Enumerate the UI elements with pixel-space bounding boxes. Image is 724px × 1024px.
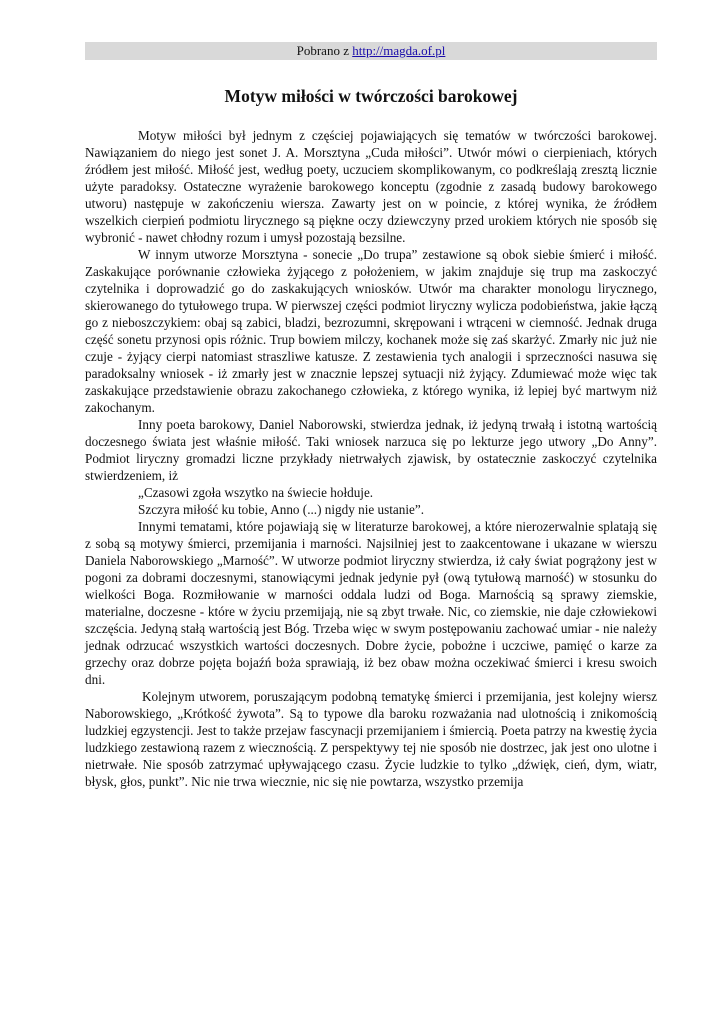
paragraph-2: W innym utworze Morsztyna - sonecie „Do trupa” zestawione są obok siebie śmierć i miłość. Zaskakujące porównanie człowieka żyjącego z położeniem, w jakim znajduje się trup ma zaskoczyć czytelnika i doprowadzić go do zaskakujących wniosków. Utwór ma charakter monologu lirycznego, skierowanego do tytułowego trupa. W pierwszej części podmiot liryczny wylicza podobieństwa, jakie łączą go z nieboszczykiem: obaj są zabici, bladzi, bezrozumni, skrępowani i wtrąceni w ciemność. Jednak druga część sonetu przynosi opis różnic. Trup bowiem milczy, kochanek może się zaś skarżyć. Zmarły nic już nie czuje - żyjący cierpi natomiast straszliwe katusze. Z zestawienia tych analogii i sprzeczności nasuwa się paradoksalny wniosek - iż zmarły jest w znacznie lepszej sytuacji niż żyjący. Zdumiewać może więc tak zaskakujące przedstawienie obrazu zakochanego człowieka, z którego wynika, iż lepiej być martwym niż zakochanym. bbox=[85, 247, 657, 415]
document-body bbox=[85, 127, 657, 790]
document-title: Motyw miłości w twórczości barokowej bbox=[224, 86, 518, 106]
quote-line-2: Szczyra miłość ku tobie, Anno (...) nigdy nie ustanie”. bbox=[138, 502, 425, 517]
paragraph-1: Motyw miłości był jednym z częściej pojawiających się tematów w twórczości barokowej. Nawiązaniem do niego jest sonet J. A. Morsztyna „Cuda miłości”. Utwór mówi o cierpieniach, których źródłem jest miłość. Miłość jest, według poety, uczuciem skomplikowanym, co podkreślają zresztą licznie użyte paradoksy. Ostateczne wyrażenie barokowego konceptu (zgodnie z zasadą budowy barokowego utworu) następuje w zakończeniu wiersza. Zawarty jest on w poincie, z której wynika, że źródłem wszelkich cierpień podmiotu lirycznego są piękne oczy dziewczyny przed urokiem których nie sposób się wybronić - nawet chłodny rozum i umysł pozostają bezsilne. bbox=[85, 128, 657, 245]
paragraph-4: Innymi tematami, które pojawiają się w literaturze barokowej, a które nierozerwalnie splatają się z sobą są motywy śmierci, przemijania i marności. Najsilniej jest to zaakcentowane i ukazane w wierszu Daniela Naborowskiego „Marność”. W utworze podmiot liryczny stwierdza, iż cały świat pogrążony jest w pogoni za dobrami doczesnymi, stanowiącymi jednak jedynie pył (ową tytułową marność) w stosunku do wielkości Boga. Rozmiłowanie w marności oddala ludzi od Boga. Marnością są sprawy ziemskie, materialne, doczesne - które w życiu przemijają, nie są zbyt trwałe. Nic, co ziemskie, nie daje człowiekowi szczęścia. Jedyną stałą wartością jest Bóg. Trzeba więc w swym postępowaniu zachować umiar - nie należy jednak odrzucać wszystkich wartości doczesnych. Dobre życie, pobożne i uczciwe, pamięć o karze za grzechy oraz dobrze pojęta bojaźń boża sprawiają, iż bez obaw można oczekiwać śmierci i kresu swoich dni. bbox=[85, 519, 657, 687]
source-header bbox=[85, 42, 657, 60]
quote-line-1: „Czasowi zgoła wszytko na świecie hołduje. bbox=[138, 485, 374, 500]
source-prefix: Pobrano z bbox=[296, 43, 353, 58]
paragraph-3: Inny poeta barokowy, Daniel Naborowski, stwierdza jednak, iż jedyną trwałą i istotną wartością doczesnego świata jest właśnie miłość. Taki wniosek narzuca się po lekturze jego utwory „Do Anny”. Podmiot liryczny gromadzi liczne przykłady nietrwałych zjawisk, by ostatecznie zaskoczyć czytelnika stwierdzeniem, iż bbox=[85, 417, 657, 483]
source-link[interactable]: http://magda.of.pl bbox=[352, 43, 446, 58]
paragraph-5: Kolejnym utworem, poruszającym podobną tematykę śmierci i przemijania, jest kolejny wiersz Naborowskiego, „Krótkość żywota”. Są to typowe dla baroku rozważania nad ulotnością i znikomością ludzkiej egzystencji. Jest to także przejaw fascynacji przemijaniem i śmiercią. Poeta patrzy na kwestię życia ludzkiego zestawioną razem z wiecznością. Z perspektywy tej nie sposób nie dostrzec, jak jest ono ulotne i nietrwałe. Nie sposób zatrzymać upływającego czasu. Życie ludzkie to tylko „dźwięk, cień, dym, wiatr, błysk, głos, punkt”. Nic nie trwa wiecznie, nic się nie powtarza, wszystko przemija bbox=[85, 689, 657, 789]
